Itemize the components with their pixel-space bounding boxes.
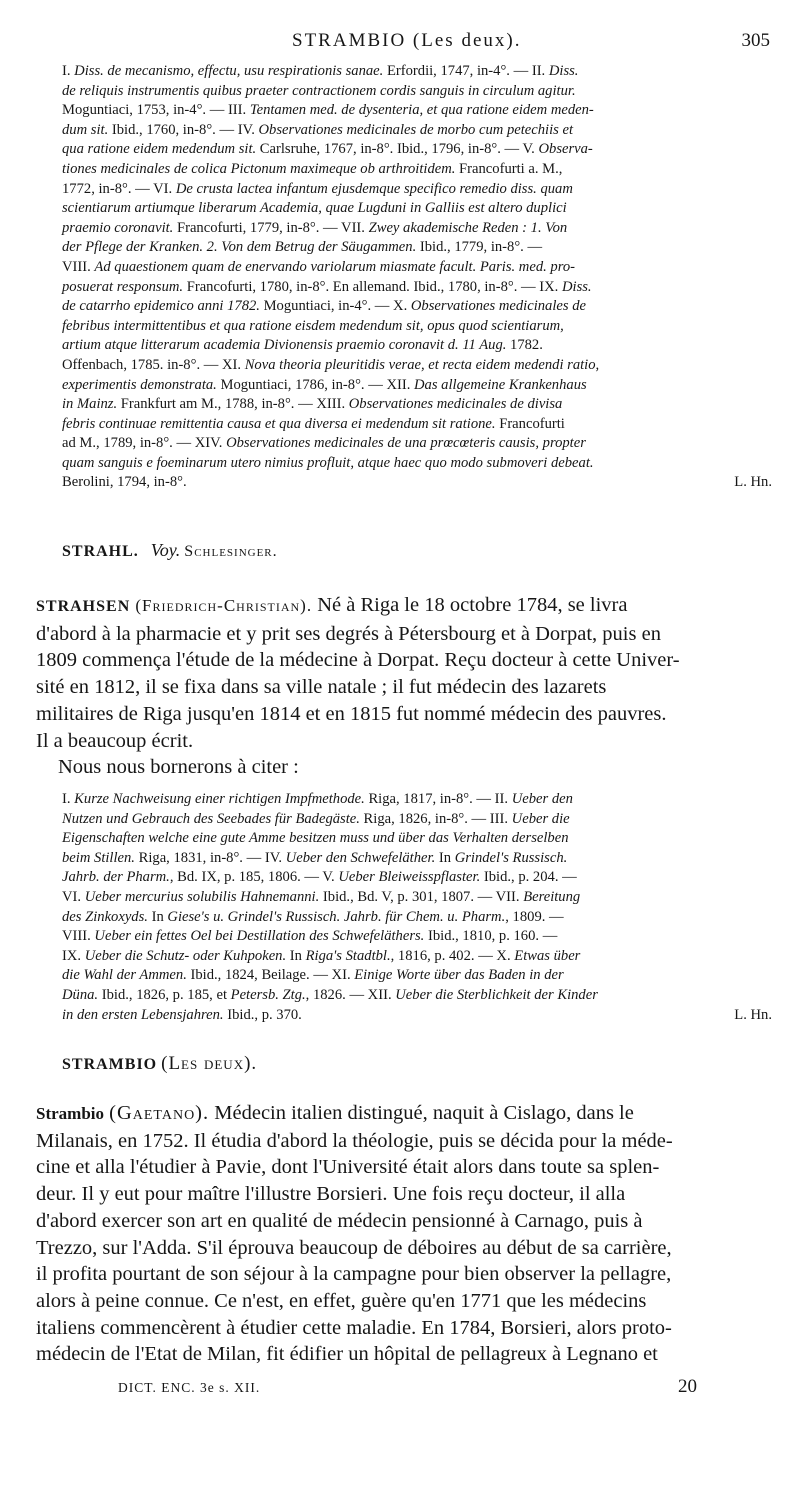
bio-line: Il a beaucoup écrit. <box>36 729 194 752</box>
entry-headword: Strambio <box>36 1104 104 1123</box>
bio-line: militaires de Riga jusqu'en 1814 et en 1815 fut nommé médecin des pauvres. <box>36 702 667 725</box>
bib-line: in Mainz. Frankfurt am M., 1788, in-8°. — XIII. Observationes medicinales de divisa <box>62 396 563 413</box>
bib-line: de catarrho epidemico anni 1782. Moguntiaci, in-4°. — X. Observationes medicinales de <box>62 298 586 315</box>
bio-line: Milanais, en 1752. Il étudia d'abord la théologie, puis se décida pour la méde- <box>36 1129 673 1152</box>
bib-line: die Wahl der Ammen. Ibid., 1824, Beilage. — XI. Einige Worte über das Baden in der <box>62 967 564 984</box>
page-footer <box>118 1376 718 1400</box>
bib-line: praemio coronavit. Francofurti, 1779, in-8°. — VII. Zwey akademische Reden : 1. Von <box>62 219 568 236</box>
bib-line: experimentis demonstrata. Moguntiaci, 1786, in-8°. — XII. Das allgemeine Krankenhaus <box>62 376 587 393</box>
bio-line: il profita pourtant de son séjour à la campagne pour bien observer la pellagre, <box>36 1263 672 1286</box>
bib-line: I. Kurze Nachweisung einer richtigen Impfmethode. Riga, 1817, in-8°. — II. Ueber den <box>62 791 573 807</box>
entry-qualifier: (Les deux). <box>161 1053 258 1074</box>
strahsen-bibliography <box>62 790 772 1025</box>
strambio-bibliography <box>62 62 772 493</box>
entry-headword: STRAHSEN <box>36 598 131 615</box>
bio-line: Trezzo, sur l'Adda. S'il éprouva beaucoup de déboires au début de sa carrière, <box>36 1236 672 1259</box>
bio-line: sité en 1812, il se fixa dans sa ville natale ; il fut médecin des lazarets <box>36 676 607 699</box>
sheet-signature: DICT. ENC. 3e s. XII. <box>118 1380 261 1395</box>
bib-line: febris continuae remittentia causa et qua diversa ei medendum sit ratione. Francofurti <box>62 415 565 432</box>
entry-strambio-gaetano <box>36 1100 772 1368</box>
entry-headword: STRAMBIO <box>62 1056 158 1073</box>
author-signature: L. Hn. <box>734 474 772 491</box>
bib-line: de reliquis instrumentis quibus praeter contractionem cordis sanguis in circulum agitur. <box>62 82 576 99</box>
bio-line: médecin de l'Etat de Milan, fit édifier un hôpital de pellagreux à Legnano et <box>36 1343 658 1366</box>
bio-line: STRAHSEN (Friedrich-Christian). Né à Riga le 18 octobre 1784, se livra <box>36 594 628 616</box>
bib-line: VI. Ueber mercurius solubilis Hahnemanni. Ibid., Bd. V, p. 301, 1807. — VII. Bereitung <box>62 888 581 905</box>
bib-line: Nutzen und Gebrauch des Seebades für Badegäste. Riga, 1826, in-8°. — III. Ueber die <box>62 810 570 827</box>
page-header <box>60 30 770 56</box>
bib-line: scientiarum artiumque liberarum Academia, quae Lugduni in Galliis est altero duplici <box>62 200 567 217</box>
bib-line: VIII. Ueber ein fettes Oel bei Destillation des Schwefeläthers. Ibid., 1810, p. 160. — <box>62 928 558 945</box>
entry-strambio-heading <box>62 1053 257 1075</box>
bib-line: 1772, in-8°. — VI. De crusta lactea infantum ejusdemque specifico remedio diss. quam <box>62 180 573 197</box>
bib-line: quam sanguis e foeminarum utero nimius profluit, atque haec quo modo submoveri debeat. <box>62 454 594 471</box>
bib-line: posuerat responsum. Francofurti, 1780, in-8°. En allemand. Ibid., 1780, in-8°. — IX. Diss. <box>62 278 592 295</box>
bio-line: d'abord à la pharmacie et y prit ses degrés à Pétersbourg et à Dorpat, puis en <box>36 622 661 645</box>
author-signature: L. Hn. <box>734 1006 772 1023</box>
bio-line: Strambio (Gaetano). Médecin italien distingué, naquit à Cislago, dans le <box>36 1102 634 1124</box>
bio-line: alors à peine connue. Ce n'est, en effet, guère qu'en 1771 que les médecins <box>36 1289 647 1312</box>
bib-line: ad M., 1789, in-8°. — XIV. Observationes medicinales de una prœcœteris causis, propter <box>62 435 586 452</box>
bib-line: artium atque litterarum academia Divionensis praemio coronavit d. 11 Aug. 1782. <box>62 337 543 354</box>
bib-line: Berolini, 1794, in-8°. L. Hn. <box>62 473 772 493</box>
sheet-number: 20 <box>678 1376 697 1397</box>
bib-line: in den ersten Lebensjahren. Ibid., p. 370. L. Hn. <box>62 1006 772 1026</box>
entry-given-names: (Gaetano). <box>109 1102 210 1124</box>
bib-line: febribus intermittentibus et qua ratione eisdem medendum sit, opus quod scientiarum, <box>62 317 564 334</box>
entry-given-names: (Friedrich-Christian). <box>135 596 313 615</box>
bib-line: Offenbach, 1785. in-8°. — XI. Nova theoria pleuritidis verae, et recta eidem medendi ratio, <box>62 356 600 373</box>
entry-headword: STRAHL. <box>62 543 139 560</box>
bio-line: italiens commencèrent à étudier cette maladie. En 1784, Borsieri, alors proto- <box>36 1316 672 1339</box>
bib-line: dum sit. Ibid., 1760, in-8°. — IV. Observationes medicinales de morbo cum petechiis et <box>62 121 574 138</box>
bib-line: qua ratione eidem medendum sit. Carlsruhe, 1767, in-8°. Ibid., 1796, in-8°. — V. Observa- <box>62 141 593 158</box>
cite-intro: Nous nous bornerons à citer : <box>58 756 299 779</box>
bio-line: 1809 commença l'étude de la médecine à Dorpat. Reçu docteur à cette Univer- <box>36 649 680 672</box>
entry-strahsen <box>36 592 772 781</box>
bib-line: Düna. Ibid., 1826, p. 185, et Petersb. Ztg., 1826. — XII. Ueber die Sterblichkeit der Kinder <box>62 986 598 1003</box>
running-head: STRAMBIO (Les deux). <box>292 30 522 51</box>
bib-line: Moguntiaci, 1753, in-4°. — III. Tentamen med. de dysenteria, et qua ratione eidem meden- <box>62 102 594 119</box>
bio-line: deur. Il y eut pour maître l'illustre Borsieri. Une fois reçu docteur, il alla <box>36 1183 626 1206</box>
page-number: 305 <box>741 30 770 51</box>
bib-line: beim Stillen. Riga, 1831, in-8°. — IV. Ueber den Schwefeläther. In Grindel's Russisch. <box>62 849 568 866</box>
bib-line: der Pflege der Kranken. 2. Von dem Betrug der Säugammen. Ibid., 1779, in-8°. — <box>62 239 543 256</box>
voy-label: Voy. <box>150 540 181 560</box>
bib-line: Eigenschaften welche eine gute Amme besitzen muss und über das Verhalten derselben <box>62 830 569 847</box>
bio-line: d'abord exercer son art en qualité de médecin pensionné à Carnago, puis à <box>36 1209 643 1232</box>
bib-line: I. Diss. de mecanismo, effectu, usu respirationis sanae. Erfordii, 1747, in-4°. — II. Diss. <box>62 63 579 79</box>
bib-line: tiones medicinales de colica Pictonum maximeque ob arthroitidem. Francofurti a. M., <box>62 160 563 177</box>
bio-line: cine et alla l'étudier à Pavie, dont l'Université était alors dans toute sa splen- <box>36 1156 660 1179</box>
bib-line: IX. Ueber die Schutz- oder Kuhpoken. In Riga's Stadtbl., 1816, p. 402. — X. Etwas über <box>62 947 581 964</box>
bib-line: des Zinkoxyds. In Giese's u. Grindel's Russisch. Jahrb. für Chem. u. Pharm., 1809. — <box>62 908 564 925</box>
bib-line: VIII. Ad quaestionem quam de enervando variolarum miasmate facult. Paris. med. pro- <box>62 258 576 275</box>
cross-reference: Schlesinger. <box>184 543 278 560</box>
bib-line: Jahrb. der Pharm., Bd. IX, p. 185, 1806. — V. Ueber Bleiweisspflaster. Ibid., p. 204. — <box>62 869 577 886</box>
entry-strahl <box>62 540 278 561</box>
